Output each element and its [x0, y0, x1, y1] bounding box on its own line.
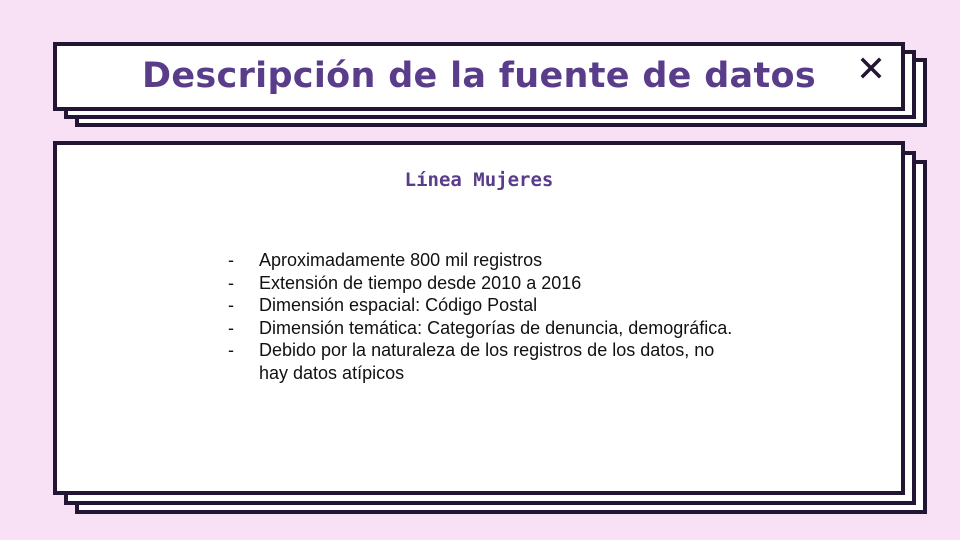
page-title: Descripción de la fuente de datos — [142, 56, 816, 96]
list-item — [225, 294, 745, 317]
content-window — [53, 141, 905, 495]
title-window — [53, 42, 905, 111]
list-item-text: Dimensión espacial: Código Postal — [259, 295, 538, 315]
list-item — [225, 339, 745, 384]
bullet-marker: - — [228, 295, 234, 315]
section-subtitle: Línea Mujeres — [404, 169, 554, 191]
bullet-marker: - — [228, 340, 234, 360]
list-item-text: Aproximadamente 800 mil registros — [259, 250, 543, 270]
bullet-list — [225, 249, 745, 384]
bullet-marker: - — [228, 272, 234, 293]
bullet-marker: - — [228, 250, 234, 270]
list-item-text: Dimensión temática: Categorías de denuncia, demográfica. — [259, 317, 733, 338]
close-icon — [857, 54, 885, 82]
list-item-text: Debido por la naturaleza de los registros de los datos, no hay datos atípicos — [259, 340, 715, 383]
bullet-marker: - — [228, 317, 234, 338]
list-item — [225, 272, 745, 295]
list-item-text: Extensión de tiempo desde 2010 a 2016 — [259, 272, 582, 293]
list-item — [225, 249, 745, 272]
close-button[interactable] — [857, 54, 885, 82]
list-item — [225, 317, 745, 340]
